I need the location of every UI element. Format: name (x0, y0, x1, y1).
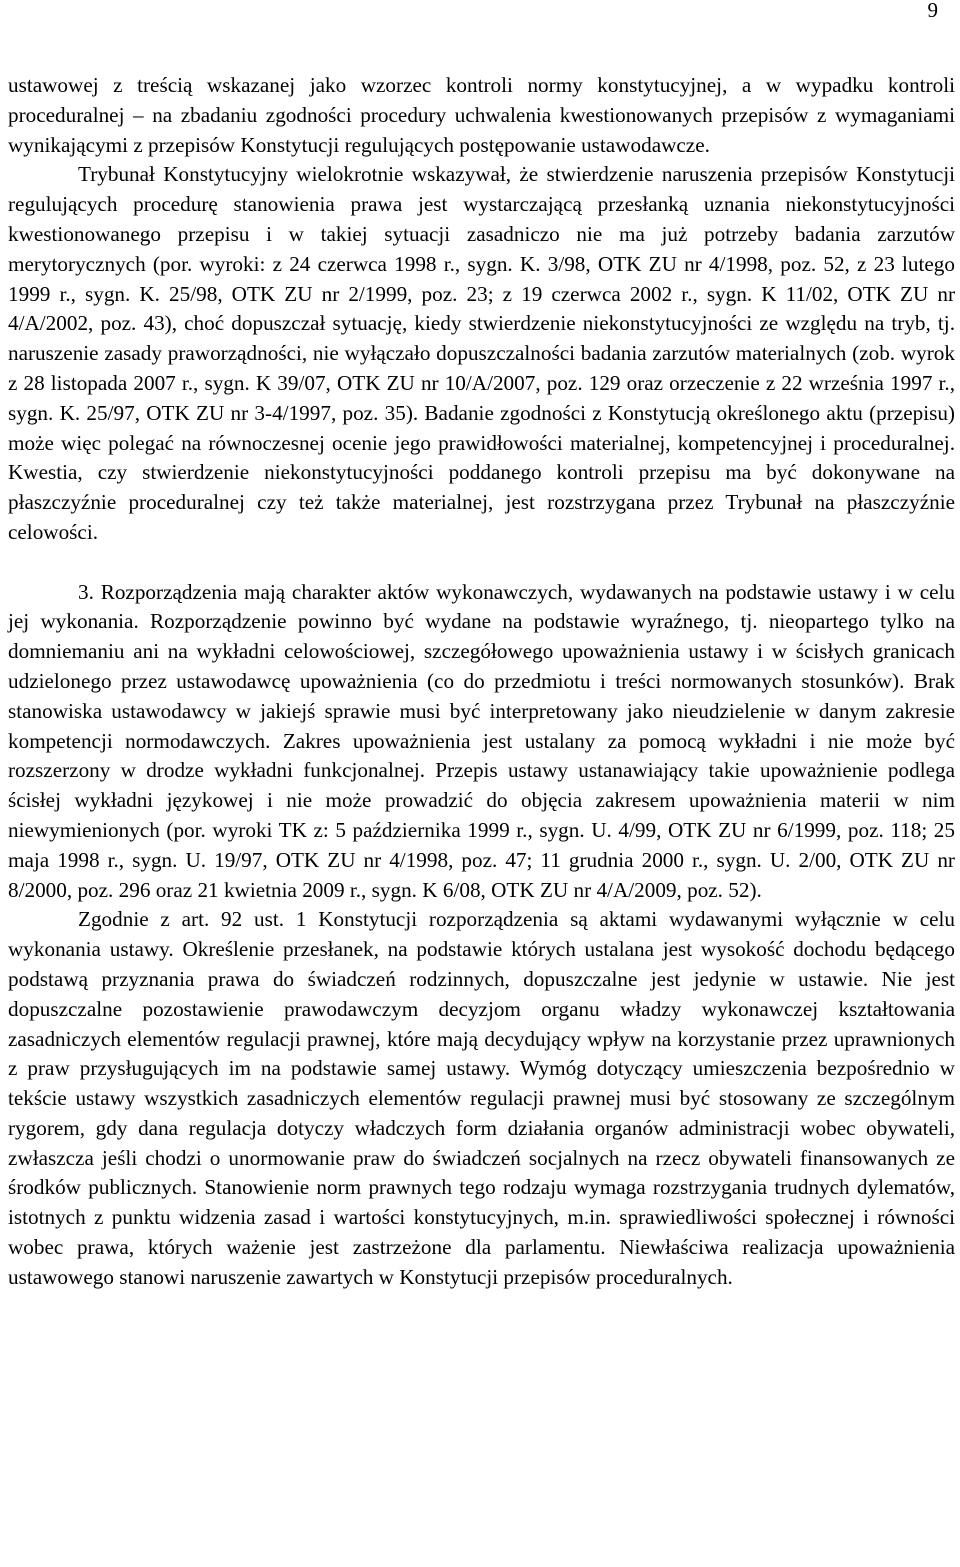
page-number: 9 (927, 0, 938, 22)
paragraph-continuation: ustawowej z treścią wskazanej jako wzorzec kontroli normy konstytucyjnej, a w wypadku kontroli proceduralnej – na zbadaniu zgodności procedury uchwalenia kwestionowanych przepisów z wymaganiami wynikającymi z przepisów Konstytucji regulujących postępowanie ustawodawcze. (8, 73, 955, 157)
paragraph-tribunal-precedent: Trybunał Konstytucyjny wielokrotnie wskazywał, że stwierdzenie naruszenia przepisów Konstytucji regulujących procedurę stanowienia prawa jest wystarczającą przesłanką uznania niekonstytucyjności kwestionowanego przepisu i w takiej sytuacji zasadniczo nie ma już potrzeby badania zarzutów merytorycznych (por. wyroki: z 24 czerwca 1998 r., sygn. K. 3/98, OTK ZU nr 4/1998, poz. 52, z 23 lutego 1999 r., sygn. K. 25/98, OTK ZU nr 2/1999, poz. 23; z 19 czerwca 2002 r., sygn. K 11/02, OTK ZU nr 4/A/2002, poz. 43), choć dopuszczał sytuację, kiedy stwierdzenie niekonstytucyjności ze względu na tryb, tj. naruszenie zasady praworządności, nie wyłączało dopuszczalności badania zarzutów materialnych (zob. wyrok z 28 listopada 2007 r., sygn. K 39/07, OTK ZU nr 10/A/2007, poz. 129 oraz orzeczenie z 22 września 1997 r., sygn. K. 25/97, OTK ZU nr 3-4/1997, poz. 35). Badanie zgodności z Konstytucją określonego aktu (przepisu) może więc polegać na równoczesnej ocenie jego prawidłowości materialnej, kompetencyjnej i proceduralnej. Kwestia, czy stwierdzenie niekonstytucyjności poddanego kontroli przepisu ma być dokonywane na płaszczyźnie proceduralnej czy też także materialnej, jest rozstrzygana przez Trybunał na płaszczyźnie celowości. (8, 162, 955, 544)
document-body (8, 71, 955, 1293)
paragraph-article-92: Zgodnie z art. 92 ust. 1 Konstytucji rozporządzenia są aktami wydawanymi wyłącznie w celu wykonania ustawy. Określenie przesłanek, na podstawie których ustalana jest wysokość dochodu będącego podstawą przyznania prawa do świadczeń rodzinnych, dopuszczalne jest jedynie w ustawie. Nie jest dopuszczalne pozostawienie prawodawczym decyzjom organu władzy wykonawczej kształtowania zasadniczych elementów regulacji prawnej, które mają decydujący wpływ na korzystanie przez uprawnionych z praw przysługujących im na podstawie samej ustawy. Wymóg dotyczący umieszczenia bezpośrednio w tekście ustawy wszystkich zasadniczych elementów regulacji prawnej musi być stosowany ze szczególnym rygorem, gdy dana regulacja dotyczy władczych form działania organów administracji wobec obywateli, zwłaszcza jeśli chodzi o unormowanie praw do świadczeń socjalnych na rzecz obywateli finansowanych ze środków publicznych. Stanowienie norm prawnych tego rodzaju wymaga rozstrzygania trudnych dylematów, istotnych z punktu widzenia zasad i wartości konstytucyjnych, m.in. sprawiedliwości społecznej i równości wobec prawa, których ważenie jest zastrzeżone dla parlamentu. Niewłaściwa realizacja upoważnienia ustawowego stanowi naruszenie zawartych w Konstytucji przepisów proceduralnych. (8, 907, 955, 1289)
paragraph-regulations-section-3: 3. Rozporządzenia mają charakter aktów wykonawczych, wydawanych na podstawie ustawy i w celu jej wykonania. Rozporządzenie powinno być wydane na podstawie wyraźnego, tj. nieopartego tylko na domniemaniu ani na wykładni celowościowej, szczegółowego upoważnienia ustawy i w ścisłych granicach udzielonego przez ustawodawcę upoważnienia (co do przedmiotu i treści normowanych stosunków). Brak stanowiska ustawodawcy w jakiejś sprawie musi być interpretowany jako nieudzielenie w danym zakresie kompetencji normodawczych. Zakres upoważnienia jest ustalany za pomocą wykładni i nie może być rozszerzony w drodze wykładni funkcjonalnej. Przepis ustawy ustanawiający takie upoważnienie podlega ścisłej wykładni językowej i nie może prowadzić do objęcia zakresem upoważnienia materii w nim niewymienionych (por. wyroki TK z: 5 października 1999 r., sygn. U. 4/99, OTK ZU nr 6/1999, poz. 118; 25 maja 1998 r., sygn. U. 19/97, OTK ZU nr 4/1998, poz. 47; 11 grudnia 2000 r., sygn. U. 2/00, OTK ZU nr 8/2000, poz. 296 oraz 21 kwietnia 2009 r., sygn. K 6/08, OTK ZU nr 4/A/2009, poz. 52). (8, 579, 955, 902)
